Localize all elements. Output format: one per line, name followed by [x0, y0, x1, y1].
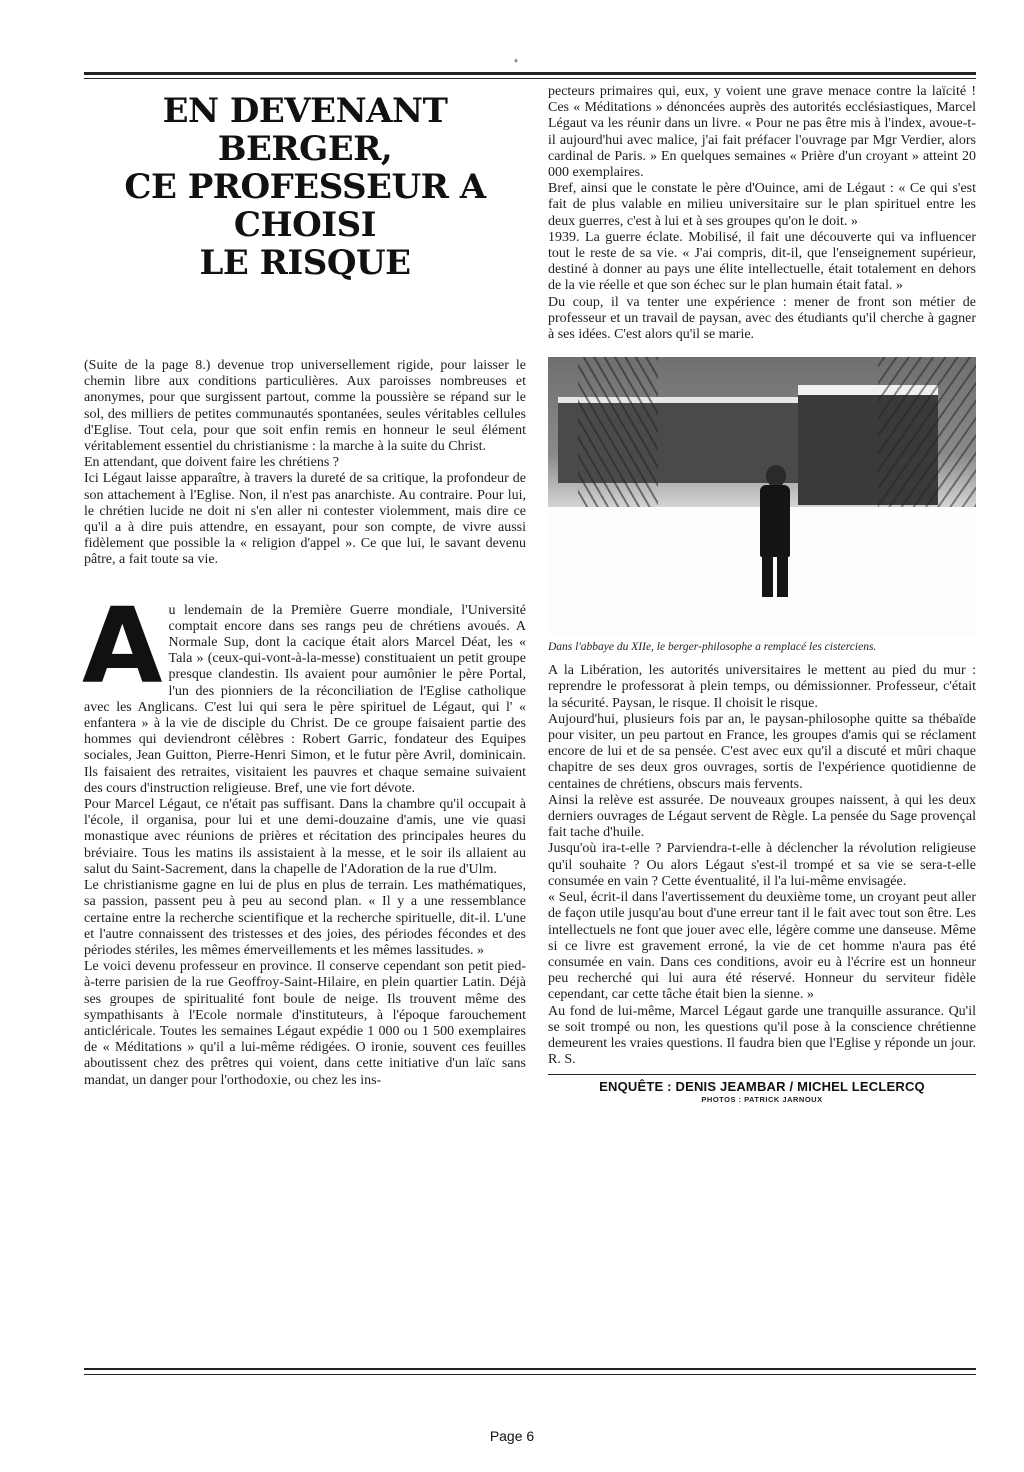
credits-authors: ENQUÊTE : DENIS JEAMBAR / MICHEL LECLERCQ	[599, 1079, 925, 1095]
photo-man-legs	[762, 555, 788, 597]
top-rule-thin	[84, 78, 976, 79]
body-paragraph: Le christianisme gagne en lui de plus en plus de terrain. Les mathématiques, sa passion, passent peu à peu au second plan. « Il y a une ressemblance certaine entre la recherche scientifique et la recherche spirituelle, dit-il. L'une et l'autre connaissent des tristesses et des joies, des périodes fécondes et des périodes stériles, les mêmes émerveillements et les mêmes lassitudes. »	[84, 878, 526, 958]
body-paragraph-dropcap	[82, 584, 526, 797]
body-paragraph: Pour Marcel Légaut, ce n'était pas suffisant. Dans la chambre qu'il occupait à l'école, il organisa, pour lui et une demi-douzaine d'amis, une vie quasi monastique avec réunions de prières et récitation des principales heures du bréviaire. Tous les matins ils assistaient à la messe, et le soir ils allaient au salut du Saint-Sacrement, dans la chapelle de l'Adoration de la rue d'Ulm.	[84, 797, 526, 877]
body-paragraph: Ainsi la relève est assurée. De nouveaux groupes naissent, à qui les deux derniers ouvrages de Légaut servent de Règle. La pensée du Sage provençal fait tache d'huile.	[548, 792, 976, 841]
body-paragraph: (Suite de la page 8.) devenue trop universellement rigide, pour laisser le chemin libre aux conditions particulières. Aux paroisses nombreuses et anonymes, pour que surgissent partout, comme la poussière se répand sur le sol, des milliers de petites communautés spontanées, seules véritables cellules d'Eglise. Tout cela, pour que soit enfin remis en honneur le seul élément véritablement essentiel du christianisme : la marche à la suite du Christ.	[84, 358, 526, 455]
credits-photos: PHOTOS : PATRICK JARNOUX	[701, 1095, 823, 1105]
photo-caption: Dans l'abbaye du XIIe, le berger-philosophe a remplacé les cisterciens.	[548, 641, 877, 654]
snow-abbey-photo	[548, 357, 976, 635]
bottom-rule-thin	[84, 1374, 976, 1375]
headline-line: CE PROFESSEUR A CHOISI	[124, 167, 486, 245]
body-paragraph: Du coup, il va tenter une expérience : mener de front son métier de professeur et un travail de paysan, avec des étudiants qu'il cherche à gagner à ses idées. C'est alors qu'il se marie.	[548, 294, 976, 343]
body-paragraph: pecteurs primaires qui, eux, y voient une grave menace contre la laïcité ! Ces « Méditations » dénoncées auprès des autorités ecclésiastiques, Marcel Légaut va les réunir dans un livre. « Pour ne pas être mis à l'index, avoue-t-il aujourd'hui avec malice, j'ai fait préfacer l'ouvrage par Mgr Verdier, alors cardinal de Paris. » En quelques semaines « Prière d'un croyant » atteint 20 000 exemplaires.	[548, 84, 976, 181]
bottom-rule	[84, 1368, 976, 1370]
scan-mark: ♦	[514, 56, 519, 65]
body-paragraph: « Seul, écrit-il dans l'avertissement du deuxième tome, un croyant peut aller de façon utile jusqu'au bout d'une erreur tant il le fait avec tout son être. Les intellectuels ne font que jouer avec elle, légère comme une danseuse. Même si ce livre est gravement erroné, la vie de cet homme n'aura pas été consumée en vain. Dans ces conditions, avoir eu à l'écrire est un honneur peu recherché qui lui aura été réservé. Honneur du serviteur fidèle cependant, car cette tâche était bien la sienne. »	[548, 890, 976, 1003]
headline-line: EN DEVENANT	[162, 91, 448, 131]
top-rule	[84, 72, 976, 75]
drop-cap: A	[82, 584, 163, 707]
body-paragraph: Ici Légaut laisse apparaître, à travers la dureté de sa critique, la profondeur de son attachement à l'Eglise. Non, il n'est pas anarchiste. Au contraire. Pour lui, le chrétien lucide ne doit ni s'en aller ni contester violemment, mais dire ce qu'il a à dire puis attendre, en essayant, pour son compte, de vivre aussi fidèlement que possible la « religion d'appel ». Ce que lui, le savant devenu pâtre, a fait toute sa vie.	[84, 471, 526, 568]
body-paragraph: Le voici devenu professeur en province. Il conserve cependant son petit pied-à-terre parisien de la rue Geoffroy-Saint-Hilaire, en plein quartier Latin. Déjà ses groupes de spiritualité font boule de neige. Ils trouvent même des sympathisants à l'Ecole normale d'instituteurs, à l'époque farouchement anticléricale. Toutes les semaines Légaut expédie 1 000 ou 1 500 exemplaires de « Méditations » qu'il a lui-même rédigées. O ironie, souvent ces feuilles aboutissent chez des prêtres qui voient, dans cette initiative d'un laïc sans mandat, un danger pour l'orthodoxie, ou chez les ins-	[84, 959, 526, 1088]
section-two	[82, 584, 526, 1089]
credits	[548, 1074, 976, 1104]
body-paragraph: 1939. La guerre éclate. Mobilisé, il fait une découverte qui va influencer tout le reste de sa vie. « J'ai compris, dit-il, que l'enseignement supérieur, destiné à donner au pays une élite intellectuelle, était totalement en dehors de la vie réelle et que son échec sur le plan humain était fatal. »	[548, 229, 976, 294]
body-paragraph: Aujourd'hui, plusieurs fois par an, le paysan-philosophe quitte sa thébaïde pour visiter, un peu partout en France, les groupes d'amis qui se réclament encore de lui et de sa pensée. C'est avec eux qu'il a discuté et mûri chaque chapitre de ses deux gros ouvrages, sortis de l'expérience quotidienne de centaines de chrétiens, obscurs mais fervents.	[548, 711, 976, 792]
photo-tree	[878, 357, 976, 507]
body-paragraph: A la Libération, les autorités universitaires le mettent au pied du mur : reprendre le professorat à plein temps, ou démissionner. Professeur, c'était la sécurité. Paysan, le risque. Il choisit le risque.	[548, 663, 976, 711]
page-number: Page 6	[489, 1428, 535, 1444]
body-paragraph: Au fond de lui-même, Marcel Légaut garde une tranquille assurance. Qu'il se soit trompé ou non, les questions qu'il pose à la conscience chrétienne demeurent les vraies questions. Il faudra bien que l'Eglise y réponde un jour. R. S.	[548, 1003, 976, 1068]
photo-man-head	[766, 465, 786, 487]
photo-man-body	[760, 485, 790, 557]
dropcap-paragraph-text: u lendemain de la Première Guerre mondiale, l'Université comptait encore dans ses rangs peu de chrétiens avoués. A Normale Sup, dont la cacique était alors Marcel Déat, les « Tala » (ceux-qui-vont-à-la-messe) constituaient un petit groupe presque clandestin. Ils avaient pour aumônier le père Portal, l'un des pionniers de la réconciliation de l'Eglise catholique avec les Anglicans. C'est lui qui sera le père spirituel de Légaut, qui l' « enfantera » à la vie de disciple du Christ. De ce groupe faisaient partie des hommes qui deviendront célèbres : Robert Garric, fondateur des Equipes sociales, Jean Guitton, Pierre-Henri Simon, et le futur père Avril, dominicain. Ils faisaient des retraites, visitaient les pauvres et chaque semaine suivaient des cours d'instruction religieuse. Bref, une vie fort dévote.	[84, 602, 526, 796]
headline-line: LE RISQUE	[199, 243, 411, 283]
left-column	[84, 84, 526, 1089]
right-column	[548, 84, 976, 1104]
headline	[84, 84, 526, 282]
body-paragraph: Bref, ainsi que le constate le père d'Ouince, ami de Légaut : « Ce qui s'est fait de plus valable en milieu universitaire sur le plan spirituel entre les deux guerres, c'est à lui et à ses groupes qu'on le doit. »	[548, 181, 976, 229]
body-paragraph: Jusqu'où ira-t-elle ? Parviendra-t-elle à déclencher la révolution religieuse qu'il souhaite ? Ou alors Légaut s'est-il trompé et sa vie se sera-t-elle consumée en vain ? Cette éventualité, il l'a lui-même envisagée.	[548, 841, 976, 889]
body-paragraph: En attendant, que doivent faire les chrétiens ?	[84, 455, 340, 471]
headline-line: BERGER,	[217, 129, 393, 169]
